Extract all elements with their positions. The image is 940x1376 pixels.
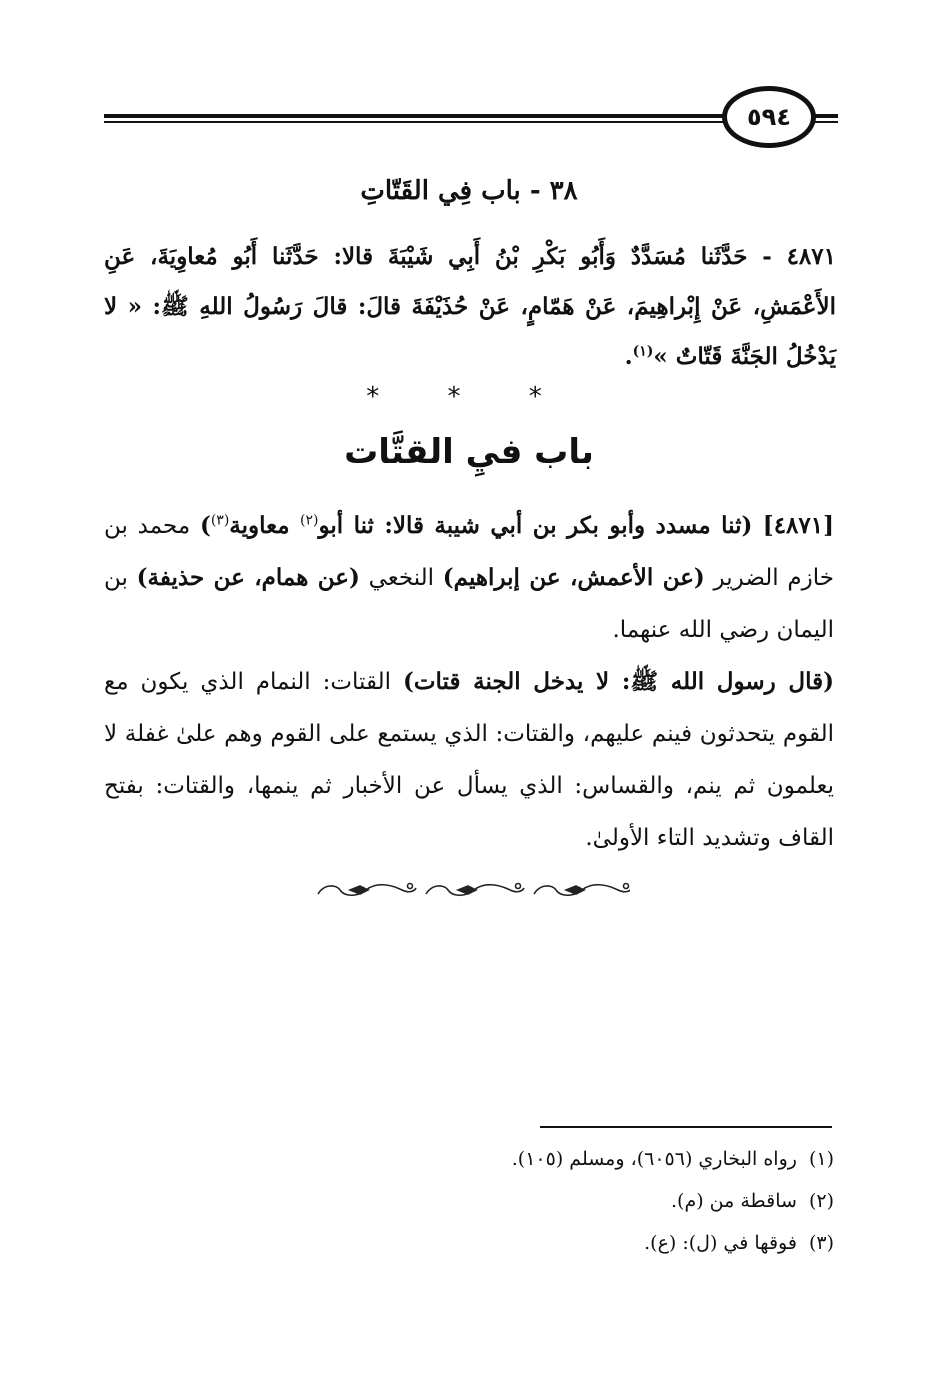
footnote-2 — [400, 1180, 834, 1222]
commentary-text-c: النخعي — [359, 565, 443, 591]
commentary-text-a: محمد بن خازم الضرير — [104, 513, 834, 591]
isnad-mid: معاوية — [229, 512, 300, 539]
isnad-d: (عن همام، عن حذيفة) — [136, 564, 360, 591]
footnote-text: فوقها في (ل): (ع). — [644, 1232, 797, 1254]
hadith-footnote-ref: (١) — [632, 343, 654, 360]
separator-stars: * * * — [366, 382, 572, 412]
footnote-number: (١) — [808, 1148, 834, 1170]
page-number-badge — [722, 86, 816, 148]
footnote-3 — [400, 1222, 834, 1264]
footnote-text: رواه البخاري (٦٠٥٦)، ومسلم (١٠٥). — [511, 1148, 797, 1170]
footnote-ref-2: (٢) — [300, 512, 319, 529]
header-rule-left — [104, 112, 724, 124]
ornament-divider-icon — [310, 876, 630, 904]
chapter-title: ٣٨ - باب فِي القَتّاتِ — [360, 176, 578, 206]
footnote-rule — [540, 1126, 832, 1128]
commentary-paragraph-1 — [104, 500, 834, 656]
isnad-open: [٤٨٧١] (ثنا مسدد وأبو بكر بن أبي شيبة قالا: ثنا أبو — [318, 512, 834, 539]
matn-quote: (قال رسول الله ﷺ: لا يدخل الجنة قتات) — [402, 668, 834, 695]
section-heading: باب فيِ القتَّات — [344, 432, 594, 472]
isnad-close: ) — [199, 512, 211, 539]
hadith-body: ٤٨٧١ - حَدَّثَنا مُسَدَّدٌ وَأَبُو بَكْرِ بْنُ أَبِي شَيْبَةَ قالا: حَدَّثَنا أَبُو مُعاوِيَةَ، عَنِ الأَعْمَشِ، عَنْ إِبْراهِيمَ، عَنْ هَمّامٍ، عَنْ حُذَيْفَةَ قالَ: قالَ رَسُولُ اللهِ ﷺ: « لا يَدْخُلُ الجَنَّةَ قَتّاتٌ » — [104, 243, 836, 370]
commentary-explanation: القتات: النمام الذي يكون مع القوم يتحدثون فينم عليهم، والقتات: الذي يستمع على القوم وهم علىٰ غفلة لا يعلمون ثم ينم، والقساس: الذي يسأل عن الأخبار ثم ينمها، والقتات: بفتح القاف وتشديد التاء الأولىٰ. — [104, 669, 834, 851]
commentary-text-e: بن اليمان رضي الله عنهما. — [104, 565, 834, 643]
hadith-end: . — [624, 343, 633, 370]
footnote-number: (٣) — [808, 1232, 834, 1254]
footnote-1 — [400, 1138, 834, 1180]
commentary-paragraph-2 — [104, 656, 834, 864]
footnote-number: (٢) — [808, 1190, 834, 1212]
footnote-ref-3: (٣) — [210, 512, 230, 529]
commentary — [104, 500, 834, 864]
isnad-b: (عن الأعمش، عن إبراهيم) — [442, 564, 705, 591]
hadith-text — [104, 232, 836, 382]
footnotes — [400, 1138, 834, 1264]
page-number: ٥٩٤ — [747, 103, 791, 131]
footnote-text: ساقطة من (م). — [671, 1190, 797, 1212]
